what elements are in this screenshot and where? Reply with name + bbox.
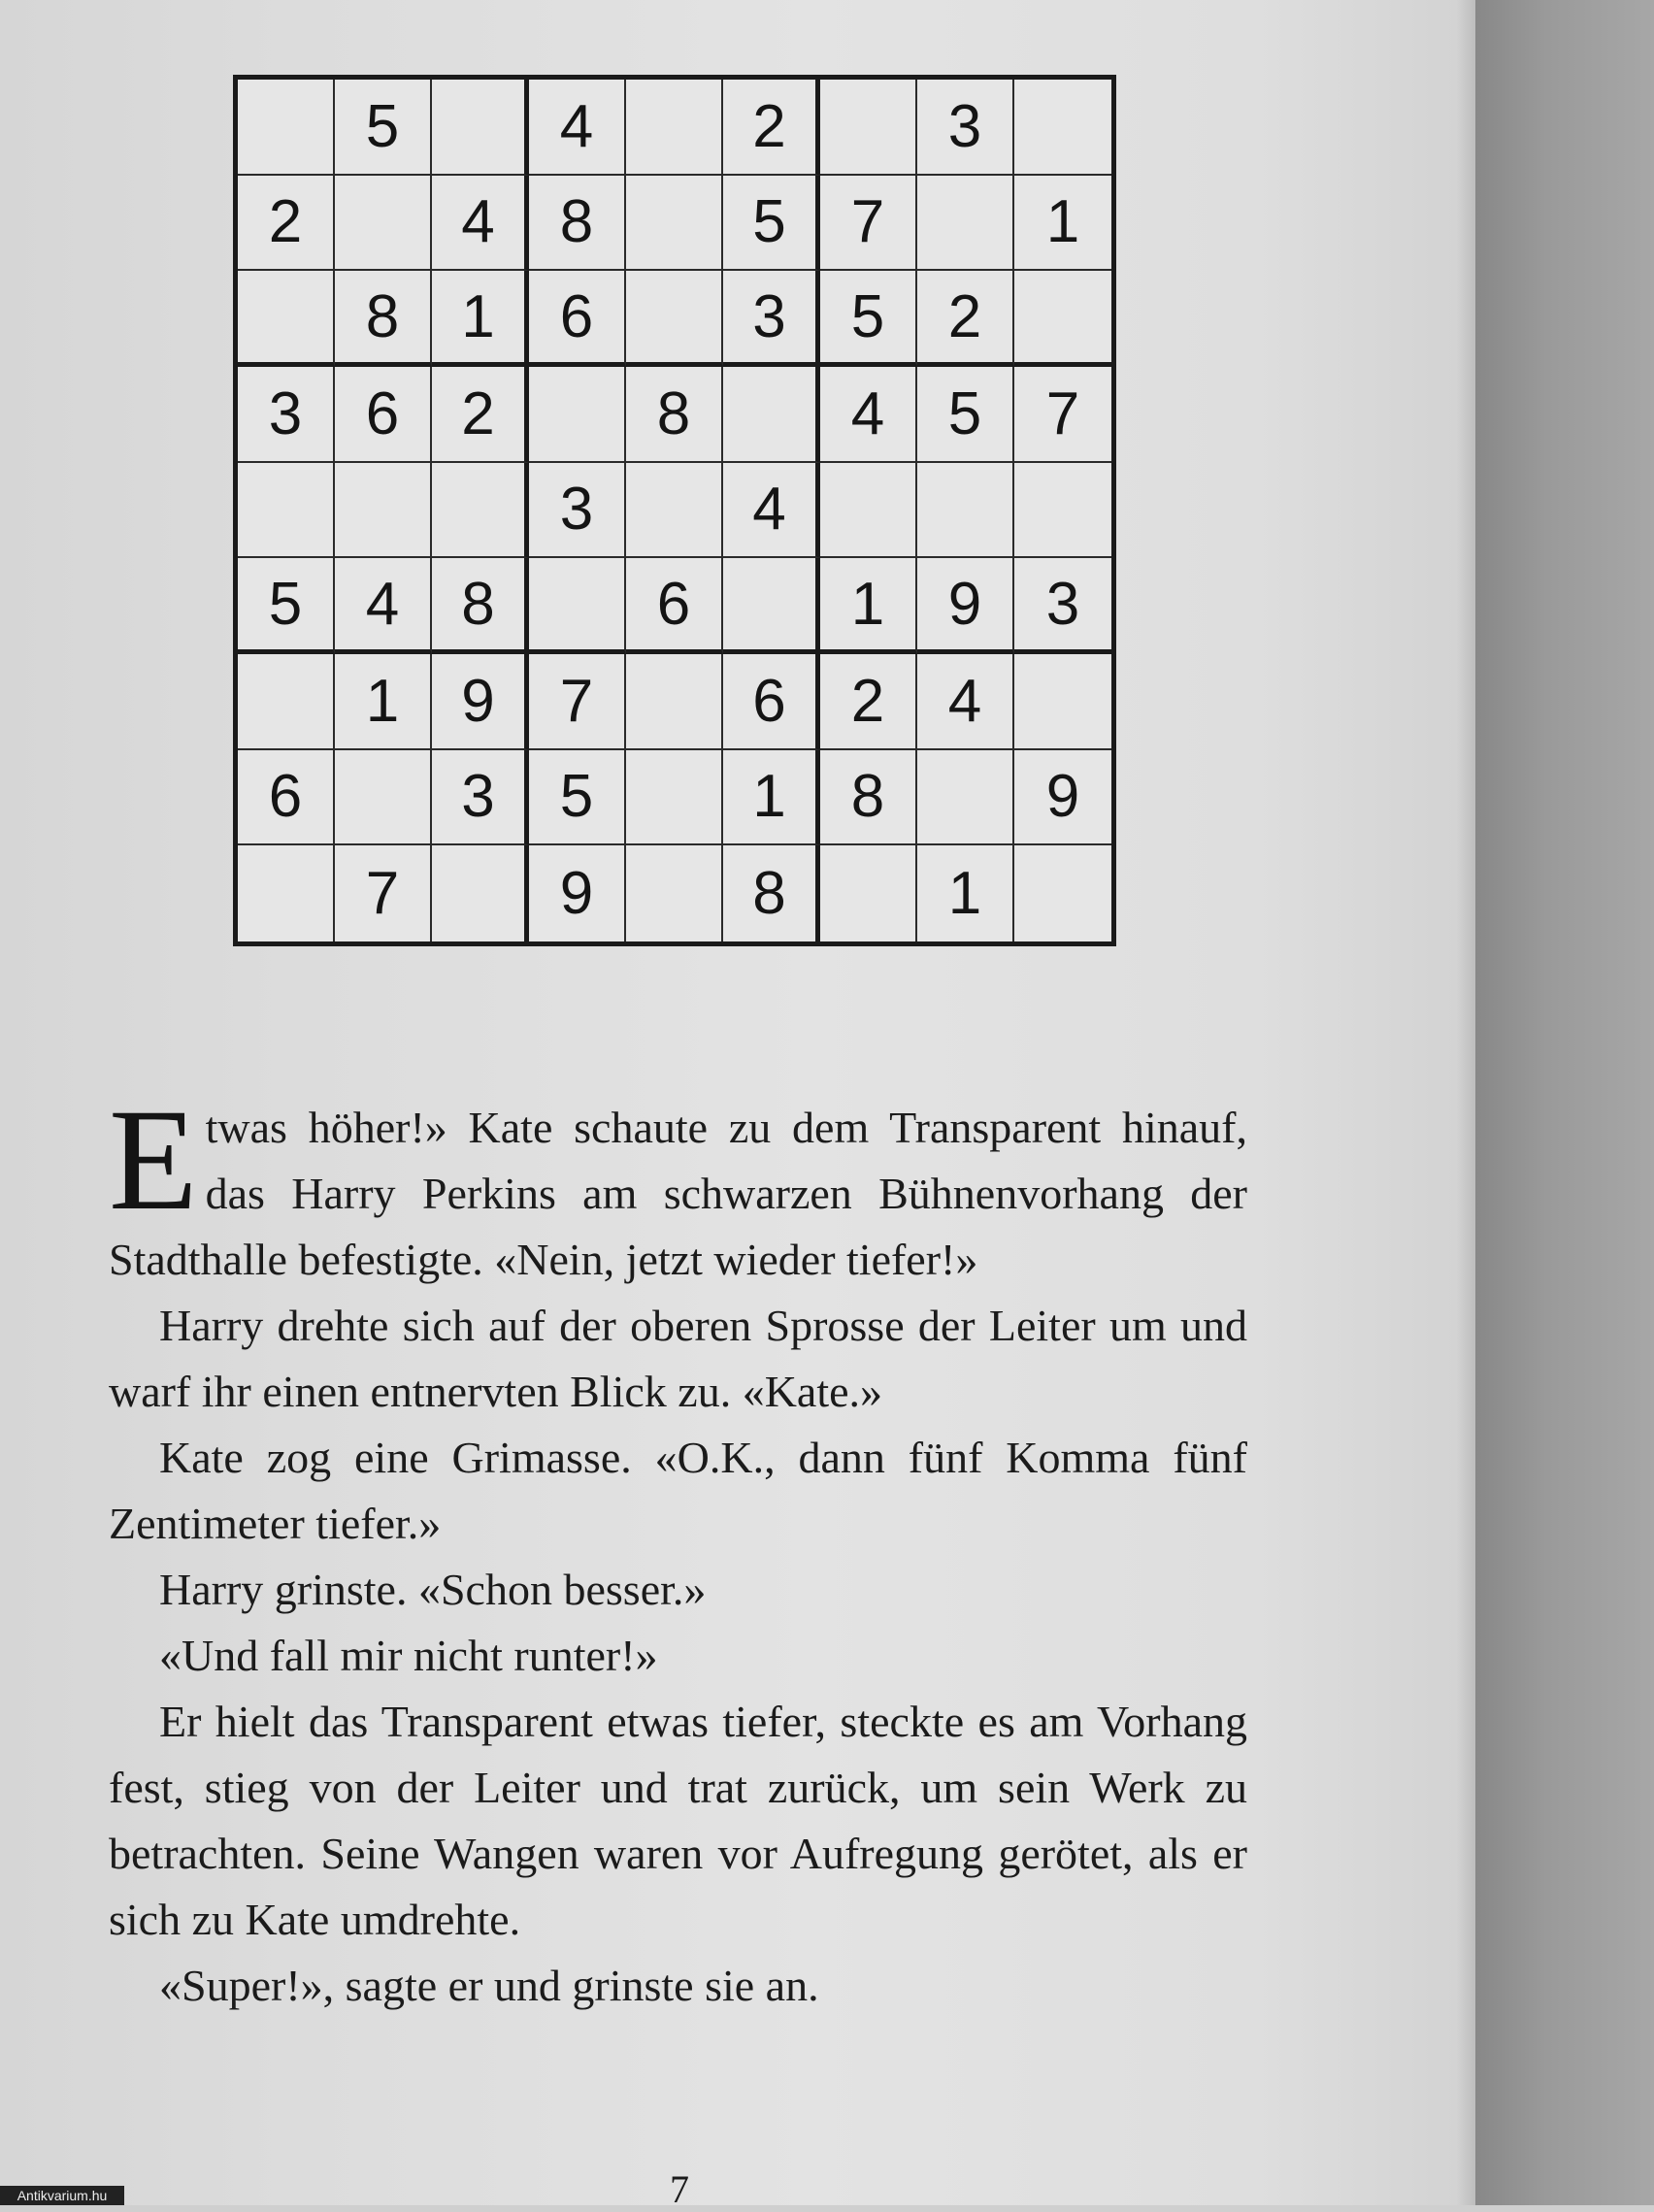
paragraph-text: twas höher!» Kate schaute zu dem Transparent hinauf, das Harry Perkins am schwarzen Bühnenvorhang der Stadthalle befestigte. «Nein, jetzt wieder tiefer!» — [109, 1103, 1247, 1284]
sudoku-cell: 4 — [723, 463, 820, 559]
sudoku-cell: 9 — [432, 654, 529, 750]
sudoku-cell — [335, 750, 432, 846]
paragraph: Kate zog eine Grimasse. «O.K., dann fünf Komma fünf Zentimeter tiefer.» — [109, 1433, 1247, 1548]
sudoku-cell: 4 — [917, 654, 1014, 750]
sudoku-cell: 1 — [917, 845, 1014, 941]
sudoku-cell: 5 — [529, 750, 626, 846]
sudoku-cell — [820, 463, 917, 559]
sudoku-cell — [1014, 845, 1111, 941]
sudoku-cell: 8 — [335, 271, 432, 367]
sudoku-cell: 4 — [335, 558, 432, 654]
sudoku-cell: 4 — [529, 80, 626, 176]
sudoku-cell — [820, 845, 917, 941]
sudoku-cell — [1014, 80, 1111, 176]
sudoku-cell: 2 — [820, 654, 917, 750]
sudoku-cell — [626, 654, 723, 750]
sudoku-cell — [626, 176, 723, 272]
sudoku-cell: 7 — [820, 176, 917, 272]
sudoku-cell — [626, 80, 723, 176]
sudoku-cell: 8 — [432, 558, 529, 654]
sudoku-cell: 9 — [917, 558, 1014, 654]
sudoku-cell: 3 — [432, 750, 529, 846]
sudoku-cell: 3 — [723, 271, 820, 367]
sudoku-cell — [335, 463, 432, 559]
sudoku-cell — [723, 558, 820, 654]
sudoku-cell: 3 — [917, 80, 1014, 176]
sudoku-cell: 4 — [432, 176, 529, 272]
sudoku-cell: 2 — [432, 367, 529, 463]
sudoku-cell — [529, 367, 626, 463]
sudoku-cell: 1 — [723, 750, 820, 846]
sudoku-cell: 9 — [529, 845, 626, 941]
sudoku-cell — [432, 845, 529, 941]
sudoku-cell — [238, 654, 335, 750]
sudoku-cell — [238, 463, 335, 559]
sudoku-cell: 8 — [529, 176, 626, 272]
sudoku-cell — [432, 80, 529, 176]
sudoku-cell — [626, 463, 723, 559]
sudoku-cell: 3 — [529, 463, 626, 559]
sudoku-cell — [1014, 654, 1111, 750]
sudoku-cell: 5 — [917, 367, 1014, 463]
sudoku-grid — [233, 75, 1116, 946]
sudoku-cell: 3 — [238, 367, 335, 463]
sudoku-cell — [432, 463, 529, 559]
sudoku-cell: 1 — [820, 558, 917, 654]
sudoku-cell: 1 — [432, 271, 529, 367]
sudoku-cell — [917, 176, 1014, 272]
sudoku-cell: 5 — [335, 80, 432, 176]
story-text — [109, 1079, 1247, 2019]
sudoku-cell: 2 — [723, 80, 820, 176]
sudoku-cell: 5 — [723, 176, 820, 272]
watermark: Antikvarium.hu — [0, 2186, 124, 2205]
sudoku-cell — [238, 845, 335, 941]
sudoku-cell: 7 — [335, 845, 432, 941]
paragraph-opening — [109, 1079, 1247, 1293]
adjacent-page-edge — [1475, 0, 1654, 2205]
sudoku-cell: 6 — [238, 750, 335, 846]
sudoku-cell: 6 — [626, 558, 723, 654]
sudoku-cell: 8 — [626, 367, 723, 463]
sudoku-cell — [626, 750, 723, 846]
sudoku-cell: 6 — [529, 271, 626, 367]
sudoku-cell: 5 — [238, 558, 335, 654]
sudoku-cell — [238, 271, 335, 367]
sudoku-cell: 6 — [335, 367, 432, 463]
sudoku-cell — [1014, 271, 1111, 367]
sudoku-cell: 6 — [723, 654, 820, 750]
sudoku-cell: 3 — [1014, 558, 1111, 654]
drop-cap: E — [109, 1079, 198, 1240]
paragraph: «Super!», sagte er und grinste sie an. — [159, 1961, 819, 2010]
sudoku-cell: 5 — [820, 271, 917, 367]
sudoku-cell — [626, 271, 723, 367]
sudoku-cell — [238, 80, 335, 176]
sudoku-cell: 8 — [723, 845, 820, 941]
sudoku-cell: 7 — [1014, 367, 1111, 463]
sudoku-cell: 4 — [820, 367, 917, 463]
sudoku-cell — [529, 558, 626, 654]
paragraph: Harry grinste. «Schon besser.» — [159, 1565, 707, 1614]
page-number: 7 — [670, 2167, 689, 2211]
sudoku-cell: 8 — [820, 750, 917, 846]
sudoku-cell — [626, 845, 723, 941]
sudoku-cell — [820, 80, 917, 176]
paragraph: Harry drehte sich auf der oberen Sprosse der Leiter um und warf ihr einen entnervten Blick zu. «Kate.» — [109, 1301, 1247, 1416]
sudoku-cell — [917, 750, 1014, 846]
sudoku-cell: 1 — [335, 654, 432, 750]
sudoku-cell: 1 — [1014, 176, 1111, 272]
paragraph: «Und fall mir nicht runter!» — [159, 1631, 658, 1680]
sudoku-cell: 9 — [1014, 750, 1111, 846]
sudoku-cell — [917, 463, 1014, 559]
sudoku-cell — [723, 367, 820, 463]
sudoku-cell: 2 — [238, 176, 335, 272]
paragraph: Er hielt das Transparent etwas tiefer, steckte es am Vorhang fest, stieg von der Leiter und trat zurück, um sein Werk zu betrachten. Seine Wangen waren vor Aufregung gerötet, als er sich zu Kate umdrehte. — [109, 1697, 1247, 1944]
sudoku-cell — [1014, 463, 1111, 559]
sudoku-cell — [335, 176, 432, 272]
sudoku-cell: 7 — [529, 654, 626, 750]
sudoku-cell: 2 — [917, 271, 1014, 367]
